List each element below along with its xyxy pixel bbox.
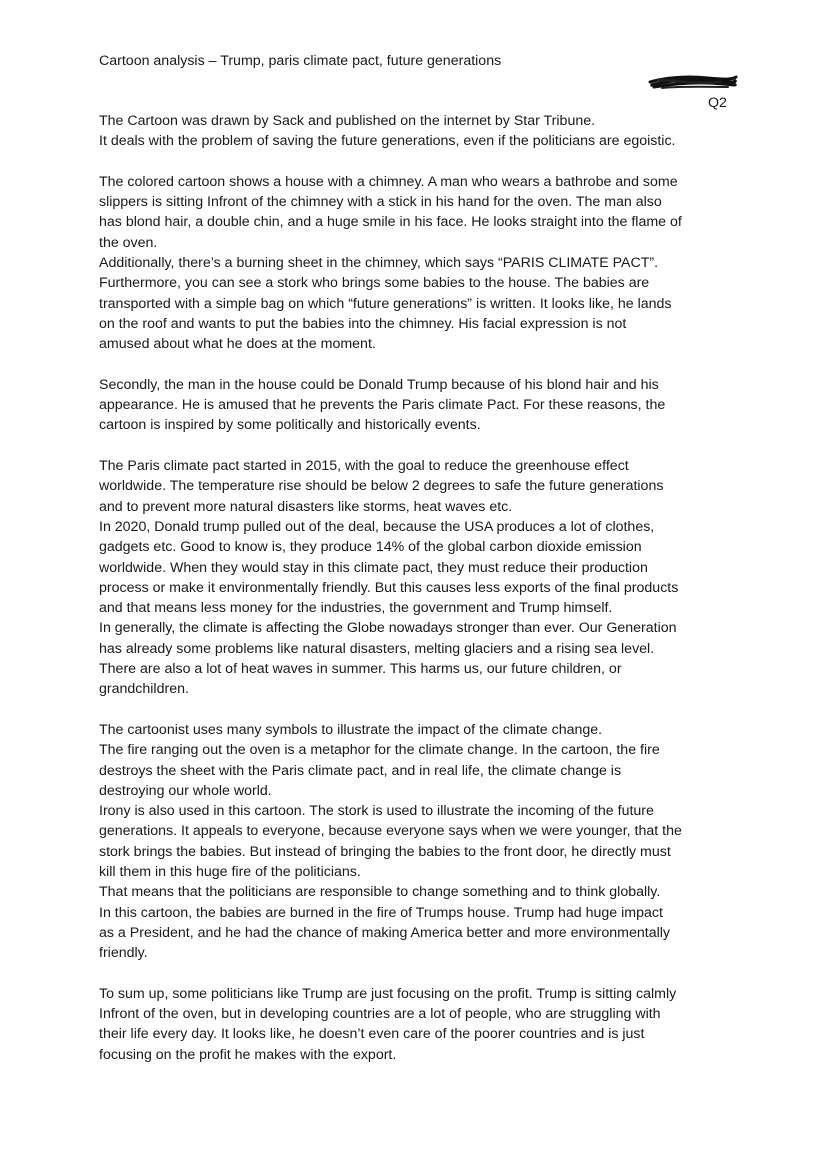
text-line: Irony is also used in this cartoon. The stork is used to illustrate the incoming of the future <box>99 803 654 820</box>
text-line: appearance. He is amused that he prevents the Paris climate Pact. For these reasons, the <box>99 397 666 414</box>
document-title: Cartoon analysis – Trump, paris climate pact, future generations <box>99 53 502 69</box>
question-label: Q2 <box>708 95 727 111</box>
text-line: slippers is sitting Infront of the chimney with a stick in his hand for the oven. The man also <box>99 194 662 211</box>
text-line: To sum up, some politicians like Trump are just focusing on the profit. Trump is sitting calmly <box>99 985 677 1002</box>
text-line: destroying our whole world. <box>99 782 272 799</box>
text-line: worldwide. The temperature rise should be below 2 degrees to safe the future generations <box>99 478 664 495</box>
text-line: as a President, and he had the chance of making America better and more environmentally <box>99 924 670 941</box>
text-line: and that means less money for the industries, the government and Trump himself. <box>99 600 613 617</box>
text-line: the oven. <box>99 234 158 251</box>
paragraph <box>99 984 749 1065</box>
text-line: That means that the politicians are responsible to change something and to think globally. <box>99 884 661 901</box>
text-line: destroys the sheet with the Paris climate pact, and in real life, the climate change is <box>99 762 622 779</box>
paragraph <box>99 456 749 700</box>
text-line: In 2020, Donald trump pulled out of the deal, because the USA produces a lot of clothes, <box>99 518 655 535</box>
paragraph <box>99 172 749 355</box>
text-line: Infront of the oven, but in developing countries are a lot of people, who are struggling with <box>99 1006 661 1023</box>
document-body <box>99 111 749 1085</box>
text-line: In generally, the climate is affecting the Globe nowadays stronger than ever. Our Generation <box>99 620 677 637</box>
text-line: has already some problems like natural disasters, melting glaciers and a rising sea level. <box>99 640 655 657</box>
text-line: worldwide. When they would stay in this climate pact, they must reduce their production <box>99 559 648 576</box>
text-line: Secondly, the man in the house could be Donald Trump because of his blond hair and his <box>99 376 659 393</box>
text-line: There are also a lot of heat waves in summer. This harms us, our future children, or <box>99 661 622 678</box>
text-line: grandchildren. <box>99 681 189 698</box>
text-line: process or make it environmentally friendly. But this causes less exports of the final products <box>99 579 679 596</box>
paragraph <box>99 111 749 152</box>
text-line: The colored cartoon shows a house with a chimney. A man who wears a bathrobe and some <box>99 173 678 190</box>
text-line: cartoon is inspired by some politically and historically events. <box>99 417 481 434</box>
text-line: amused about what he does at the moment. <box>99 336 376 353</box>
text-line: friendly. <box>99 945 148 962</box>
text-line: In this cartoon, the babies are burned in the fire of Trumps house. Trump had huge impact <box>99 904 663 921</box>
text-line: stork brings the babies. But instead of bringing the babies to the front door, he directly must <box>99 843 671 860</box>
text-line: on the roof and wants to put the babies into the chimney. His facial expression is not <box>99 315 627 332</box>
text-line: Furthermore, you can see a stork who brings some babies to the house. The babies are <box>99 275 650 292</box>
text-line: The cartoonist uses many symbols to illustrate the impact of the climate change. <box>99 721 603 738</box>
text-line: generations. It appeals to everyone, because everyone says when we were younger, that the <box>99 823 682 840</box>
text-line: gadgets etc. Good to know is, they produce 14% of the global carbon dioxide emission <box>99 539 642 556</box>
text-line: and to prevent more natural disasters like storms, heat waves etc. <box>99 498 513 515</box>
text-line: transported with a simple bag on which “future generations” is written. It looks like, he lands <box>99 295 672 312</box>
text-line: Additionally, there’s a burning sheet in the chimney, which says “PARIS CLIMATE PACT”. <box>99 255 659 272</box>
text-line: The fire ranging out the oven is a metaphor for the climate change. In the cartoon, the fire <box>99 742 660 759</box>
text-line: their life every day. It looks like, he doesn’t even care of the poorer countries and is just <box>99 1026 645 1043</box>
text-line: has blond hair, a double chin, and a huge smile in his face. He looks straight into the flame of <box>99 214 682 231</box>
paragraph <box>99 375 749 436</box>
text-line: It deals with the problem of saving the future generations, even if the politicians are egoistic. <box>99 133 676 150</box>
text-line: The Paris climate pact started in 2015, with the goal to reduce the greenhouse effect <box>99 458 629 475</box>
redacted-name-scribble <box>648 73 738 93</box>
paragraph <box>99 720 749 964</box>
text-line: The Cartoon was drawn by Sack and published on the internet by Star Tribune. <box>99 113 596 129</box>
text-line: focusing on the profit he makes with the export. <box>99 1046 397 1063</box>
text-line: kill them in this huge fire of the politicians. <box>99 863 361 880</box>
